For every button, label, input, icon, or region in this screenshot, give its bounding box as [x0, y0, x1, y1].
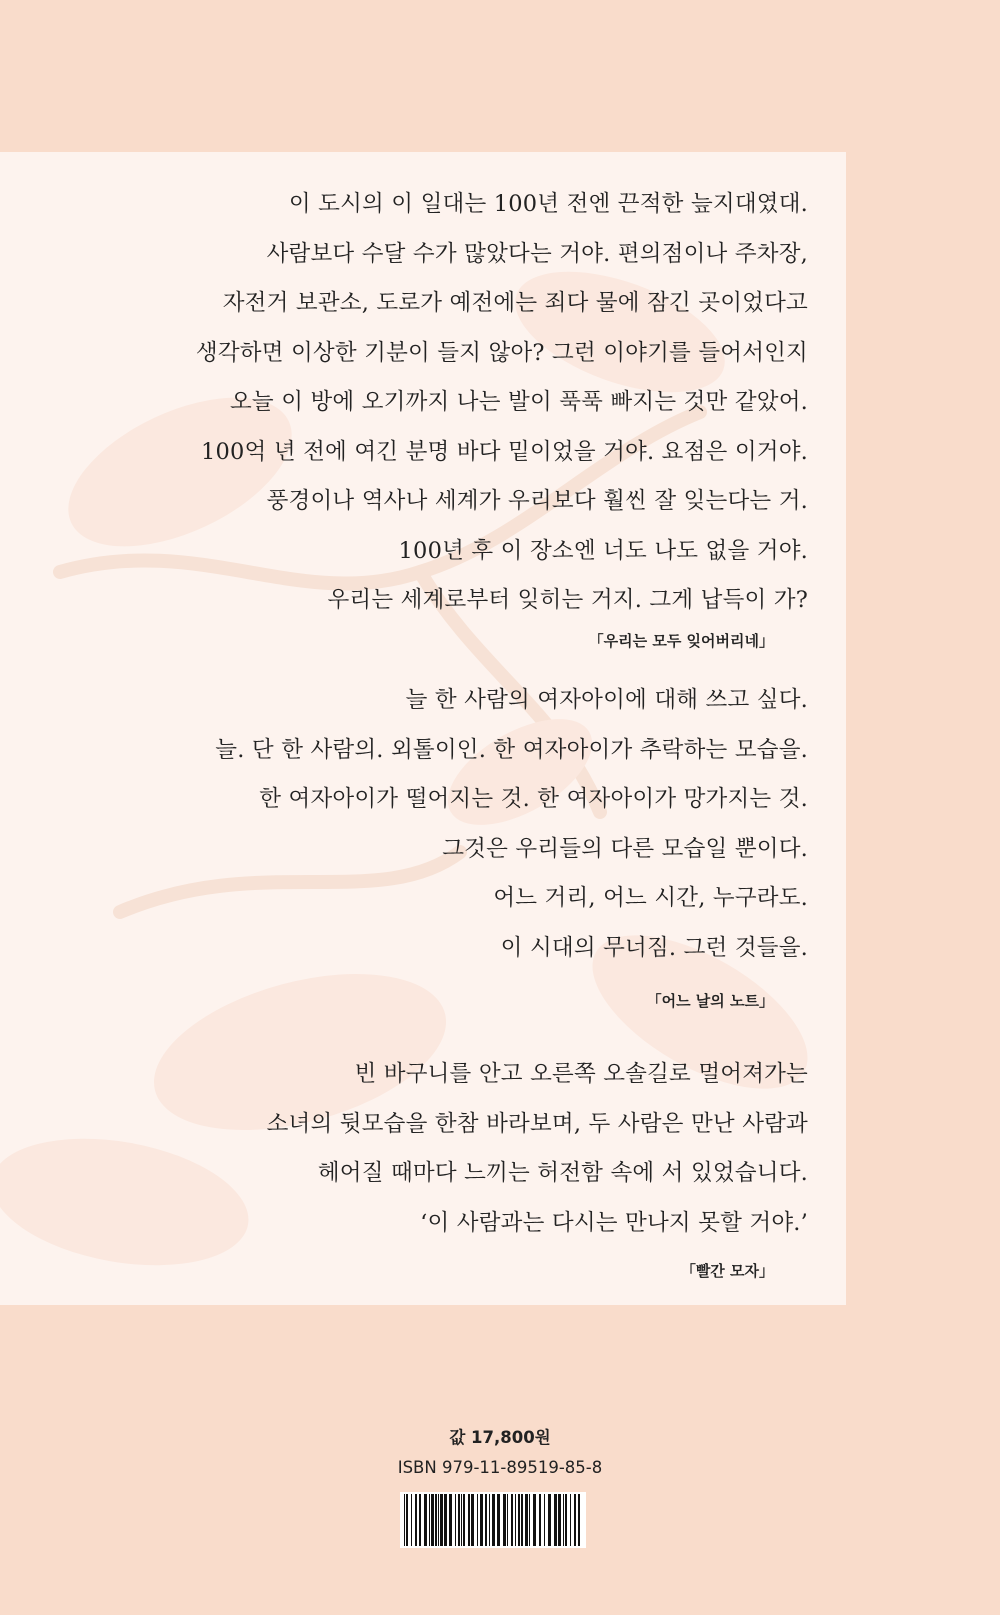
- text-panel: [0, 152, 846, 1305]
- barcode-bar: [558, 1494, 561, 1546]
- barcode-bar: [525, 1494, 528, 1546]
- barcode-bar: [539, 1494, 541, 1546]
- barcode-bar: [429, 1494, 430, 1546]
- barcode-bar: [424, 1494, 427, 1546]
- quote-line: 100억 년 전에 여긴 분명 바다 밑이었을 거야. 요점은 이거야.: [201, 438, 808, 465]
- quote-line: 그것은 우리들의 다른 모습일 뿐이다.: [442, 835, 808, 862]
- quote-line: ‘이 사람과는 다시는 만나지 못할 거야.’: [420, 1209, 808, 1236]
- quote-line: 이 시대의 무너짐. 그런 것들을.: [500, 934, 808, 961]
- barcode-bar: [404, 1494, 405, 1546]
- quote-line: 늘. 단 한 사람의. 외톨이인. 한 여자아이가 추락하는 모습을.: [215, 736, 808, 763]
- barcode-bar: [438, 1494, 439, 1546]
- barcode-bar: [471, 1494, 474, 1546]
- quote-line: 소녀의 뒷모습을 한참 바라보며, 두 사람은 만난 사람과: [266, 1110, 808, 1137]
- barcode-bar: [444, 1494, 447, 1546]
- barcode-bar: [503, 1494, 506, 1546]
- quote-source-2: 「어느 날의 노트」: [646, 992, 774, 1010]
- barcode-image: [400, 1492, 586, 1548]
- barcode-bar: [511, 1494, 513, 1546]
- barcode-bar: [468, 1494, 470, 1546]
- quote-block-3: [267, 1050, 808, 1248]
- barcode-bar: [563, 1494, 564, 1546]
- barcode-bar: [463, 1494, 465, 1546]
- quote-line: 100년 후 이 장소엔 너도 나도 없을 거야.: [398, 537, 808, 564]
- quote-line: 이 도시의 이 일대는 100년 전엔 끈적한 늪지대였대.: [288, 191, 808, 217]
- barcode-bar: [521, 1494, 523, 1546]
- barcode-bar: [461, 1494, 462, 1546]
- barcode-bar: [449, 1494, 452, 1546]
- barcode-bar: [548, 1494, 551, 1546]
- quote-line: 어느 거리, 어느 시간, 누구라도.: [493, 885, 808, 911]
- barcode-bar: [431, 1494, 434, 1546]
- barcode-bar: [578, 1494, 580, 1546]
- barcode-bar: [455, 1494, 456, 1546]
- barcode-bar: [574, 1494, 576, 1546]
- isbn-label: ISBN 979-11-89519-85-8: [397, 1458, 603, 1477]
- barcode-bar: [406, 1494, 408, 1546]
- quote-block-2: [215, 676, 808, 973]
- barcode-bar: [477, 1494, 478, 1546]
- quote-line: 헤어질 때마다 느끼는 허전함 속에 서 있었습니다.: [317, 1160, 808, 1186]
- quote-line: 풍경이나 역사나 세계가 우리보다 훨씬 잘 잊는다는 거.: [266, 488, 808, 514]
- barcode-bar: [529, 1494, 530, 1546]
- barcode-bar: [440, 1494, 443, 1546]
- barcode-bar: [419, 1494, 421, 1546]
- quote-line: 우리는 세계로부터 잊히는 거지. 그게 납득이 가?: [327, 587, 808, 613]
- quote-source-1: 「우리는 모두 잊어버리네」: [588, 632, 774, 650]
- barcode-bar: [489, 1494, 490, 1546]
- barcode-bar: [565, 1494, 567, 1546]
- barcode-bar: [497, 1494, 500, 1546]
- quote-line: 생각하면 이상한 기분이 들지 않아? 그런 이야기를 들어서인지: [195, 339, 808, 366]
- quote-line: 자전거 보관소, 도로가 예전에는 죄다 물에 잠긴 곳이었다고: [222, 290, 808, 316]
- quote-line: 한 여자아이가 떨어지는 것. 한 여자아이가 망가지는 것.: [259, 786, 808, 812]
- barcode-bar: [518, 1494, 520, 1546]
- barcode-bar: [458, 1494, 460, 1546]
- barcode-bar: [480, 1494, 483, 1546]
- quote-source-3: 「빨간 모자」: [680, 1262, 774, 1280]
- barcode-bar: [515, 1494, 516, 1546]
- quote-line: 사람보다 수달 수가 많았다는 거야. 편의점이나 주차장,: [266, 240, 808, 267]
- quote-line: 오늘 이 방에 오기까지 나는 발이 푹푹 빠지는 것만 같았어.: [229, 389, 808, 415]
- barcode-bar: [415, 1494, 417, 1546]
- barcode-bar: [570, 1494, 571, 1546]
- price-label: 값 17,800원: [449, 1428, 551, 1447]
- barcode-bar: [435, 1494, 437, 1546]
- barcode-bar: [485, 1494, 487, 1546]
- barcode-bar: [492, 1494, 495, 1546]
- barcode-bar: [507, 1494, 508, 1546]
- barcode-bar: [411, 1494, 412, 1546]
- quote-line: 빈 바구니를 안고 오른쪽 오솔길로 멀어져가는: [354, 1061, 808, 1087]
- barcode-bar: [533, 1494, 536, 1546]
- quote-block-1: [196, 180, 808, 626]
- quote-line: 늘 한 사람의 여자아이에 대해 쓰고 싶다.: [405, 687, 808, 713]
- barcode-bar: [554, 1494, 557, 1546]
- barcode-bar: [544, 1494, 545, 1546]
